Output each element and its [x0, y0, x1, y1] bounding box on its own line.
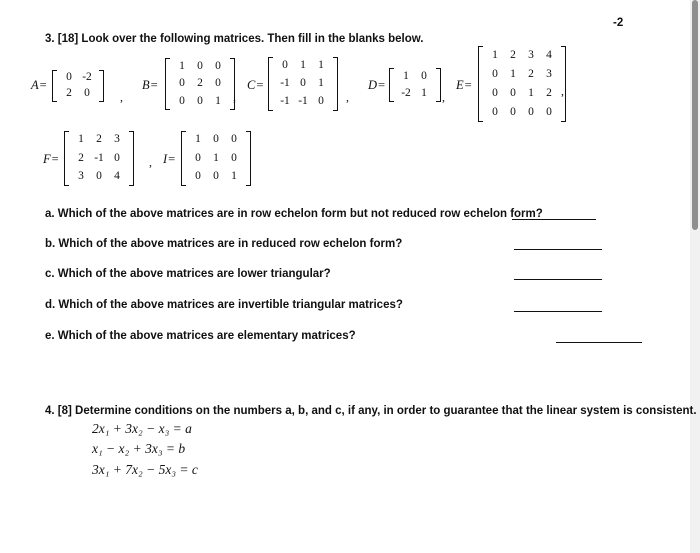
matrix-entry: 1 — [300, 59, 306, 72]
matrix-right-bracket — [246, 131, 251, 186]
equation-2: x₁ − x₂ + 3x₃ = b — [92, 441, 186, 456]
question-3e-prompt: e. Which of the above matrices are elementary matrices? — [45, 330, 356, 342]
matrix-entry: 0 — [528, 105, 534, 118]
matrix-right-bracket — [333, 57, 338, 111]
matrix-entry: 1 — [421, 86, 427, 99]
matrix-entry: 4 — [546, 48, 552, 61]
matrix-entry: 1 — [318, 59, 324, 72]
answer-blank-3e[interactable] — [556, 342, 642, 343]
matrix-entries — [69, 131, 129, 186]
matrix-entry: 2 — [96, 133, 102, 146]
scrollbar[interactable] — [690, 0, 700, 553]
matrix-entry: 3 — [528, 48, 534, 61]
matrix-entry: 1 — [215, 94, 221, 107]
matrix-entry: 0 — [231, 133, 237, 146]
matrix-entry: 0 — [96, 170, 102, 183]
matrix-c — [268, 57, 338, 111]
matrix-b-label: B= — [142, 78, 158, 92]
matrix-entries — [186, 131, 246, 186]
matrix-entry: 0 — [215, 59, 221, 72]
matrix-entry: 0 — [510, 105, 516, 118]
matrix-entry: -1 — [298, 95, 308, 108]
question-3b-prompt: b. Which of the above matrices are in reduced row echelon form? — [45, 238, 403, 250]
matrix-entry: 0 — [213, 133, 219, 146]
matrix-entry: 0 — [492, 67, 498, 80]
matrix-f — [64, 131, 134, 186]
matrix-entry: 1 — [195, 133, 201, 146]
matrix-right-bracket — [436, 68, 441, 102]
matrix-entries — [57, 70, 99, 102]
matrix-entry: 1 — [78, 133, 84, 146]
matrix-entry: -2 — [401, 86, 411, 99]
matrix-entry: 0 — [510, 86, 516, 99]
matrix-entry: 0 — [114, 151, 120, 164]
matrix-e — [478, 46, 566, 122]
matrix-entry: 0 — [282, 59, 288, 72]
question-4-prompt: 4. [8] Determine conditions on the numbers a, b, and c, if any, in order to guarantee that the linear system is consistent. — [45, 405, 697, 417]
question-3-prompt: 3. [18] Look over the following matrices. Then fill in the blanks below. — [45, 33, 424, 45]
matrix-entry: 0 — [300, 77, 306, 90]
matrix-entry: 1 — [528, 86, 534, 99]
matrix-right-bracket — [129, 131, 134, 186]
matrix-entry: 1 — [179, 59, 185, 72]
matrix-entry: 2 — [510, 48, 516, 61]
matrix-entry: -1 — [280, 77, 290, 90]
matrix-entry: -2 — [82, 71, 92, 84]
matrix-entry: 0 — [215, 77, 221, 90]
question-3a-prompt: a. Which of the above matrices are in row echelon form but not reduced row echelon form? — [45, 208, 543, 220]
matrix-entry: 1 — [510, 67, 516, 80]
matrix-entry: 1 — [492, 48, 498, 61]
matrix-entry: 0 — [195, 170, 201, 183]
matrix-a — [52, 70, 104, 102]
matrix-entry: 2 — [197, 77, 203, 90]
matrix-entry: 3 — [78, 170, 84, 183]
matrix-entry: 0 — [84, 87, 90, 100]
equation-1: 2x₁ + 3x₂ − x₃ = a — [92, 421, 192, 436]
matrix-entry: 2 — [78, 151, 84, 164]
matrix-entries — [170, 58, 230, 110]
matrix-entry: 0 — [492, 105, 498, 118]
matrix-i — [181, 131, 251, 186]
matrix-entry: -1 — [280, 95, 290, 108]
matrix-c-label: C= — [247, 78, 264, 92]
matrix-entry: 3 — [546, 67, 552, 80]
matrix-entry: 1 — [231, 170, 237, 183]
answer-blank-3b[interactable] — [514, 249, 602, 250]
matrix-entry: 0 — [197, 94, 203, 107]
matrix-i-label: I= — [163, 152, 176, 166]
matrix-entry: 2 — [546, 86, 552, 99]
matrix-entry: 1 — [213, 151, 219, 164]
matrix-entry: 0 — [197, 59, 203, 72]
matrix-d — [389, 68, 441, 102]
matrix-entries — [273, 57, 333, 111]
question-3c-prompt: c. Which of the above matrices are lower triangular? — [45, 268, 331, 280]
matrix-e-label: E= — [456, 78, 472, 92]
answer-blank-3d[interactable] — [514, 311, 602, 312]
matrix-entry: 0 — [318, 95, 324, 108]
matrix-entry: 0 — [213, 170, 219, 183]
matrix-entry: 0 — [231, 151, 237, 164]
matrix-entry: 1 — [318, 77, 324, 90]
matrix-entries — [394, 68, 436, 102]
matrix-d-label: D= — [368, 78, 386, 92]
matrix-right-bracket — [99, 70, 104, 102]
matrix-entry: 3 — [114, 133, 120, 146]
matrix-entry: 0 — [66, 71, 72, 84]
answer-blank-3c[interactable] — [514, 279, 602, 280]
matrix-entry: 0 — [179, 77, 185, 90]
matrix-entry: -1 — [94, 151, 104, 164]
matrix-entry: 0 — [421, 69, 427, 82]
matrix-entry: 0 — [492, 86, 498, 99]
matrix-b — [165, 58, 235, 110]
matrix-entry: 2 — [66, 87, 72, 100]
matrix-entry: 2 — [528, 67, 534, 80]
matrix-entry: 0 — [179, 94, 185, 107]
matrix-entry: 0 — [195, 151, 201, 164]
matrix-a-label: A= — [31, 78, 47, 92]
matrix-entries — [483, 46, 561, 122]
answer-blank-3a[interactable] — [512, 219, 596, 220]
page-number: -2 — [613, 17, 624, 29]
equation-3: 3x₁ + 7x₂ − 5x₃ = c — [92, 462, 198, 477]
scrollbar-thumb[interactable] — [692, 0, 698, 230]
question-3d-prompt: d. Which of the above matrices are invertible triangular matrices? — [45, 299, 403, 311]
matrix-entry: 4 — [114, 170, 120, 183]
matrix-entry: 1 — [403, 69, 409, 82]
matrix-f-label: F= — [43, 152, 59, 166]
matrix-entry: 0 — [546, 105, 552, 118]
